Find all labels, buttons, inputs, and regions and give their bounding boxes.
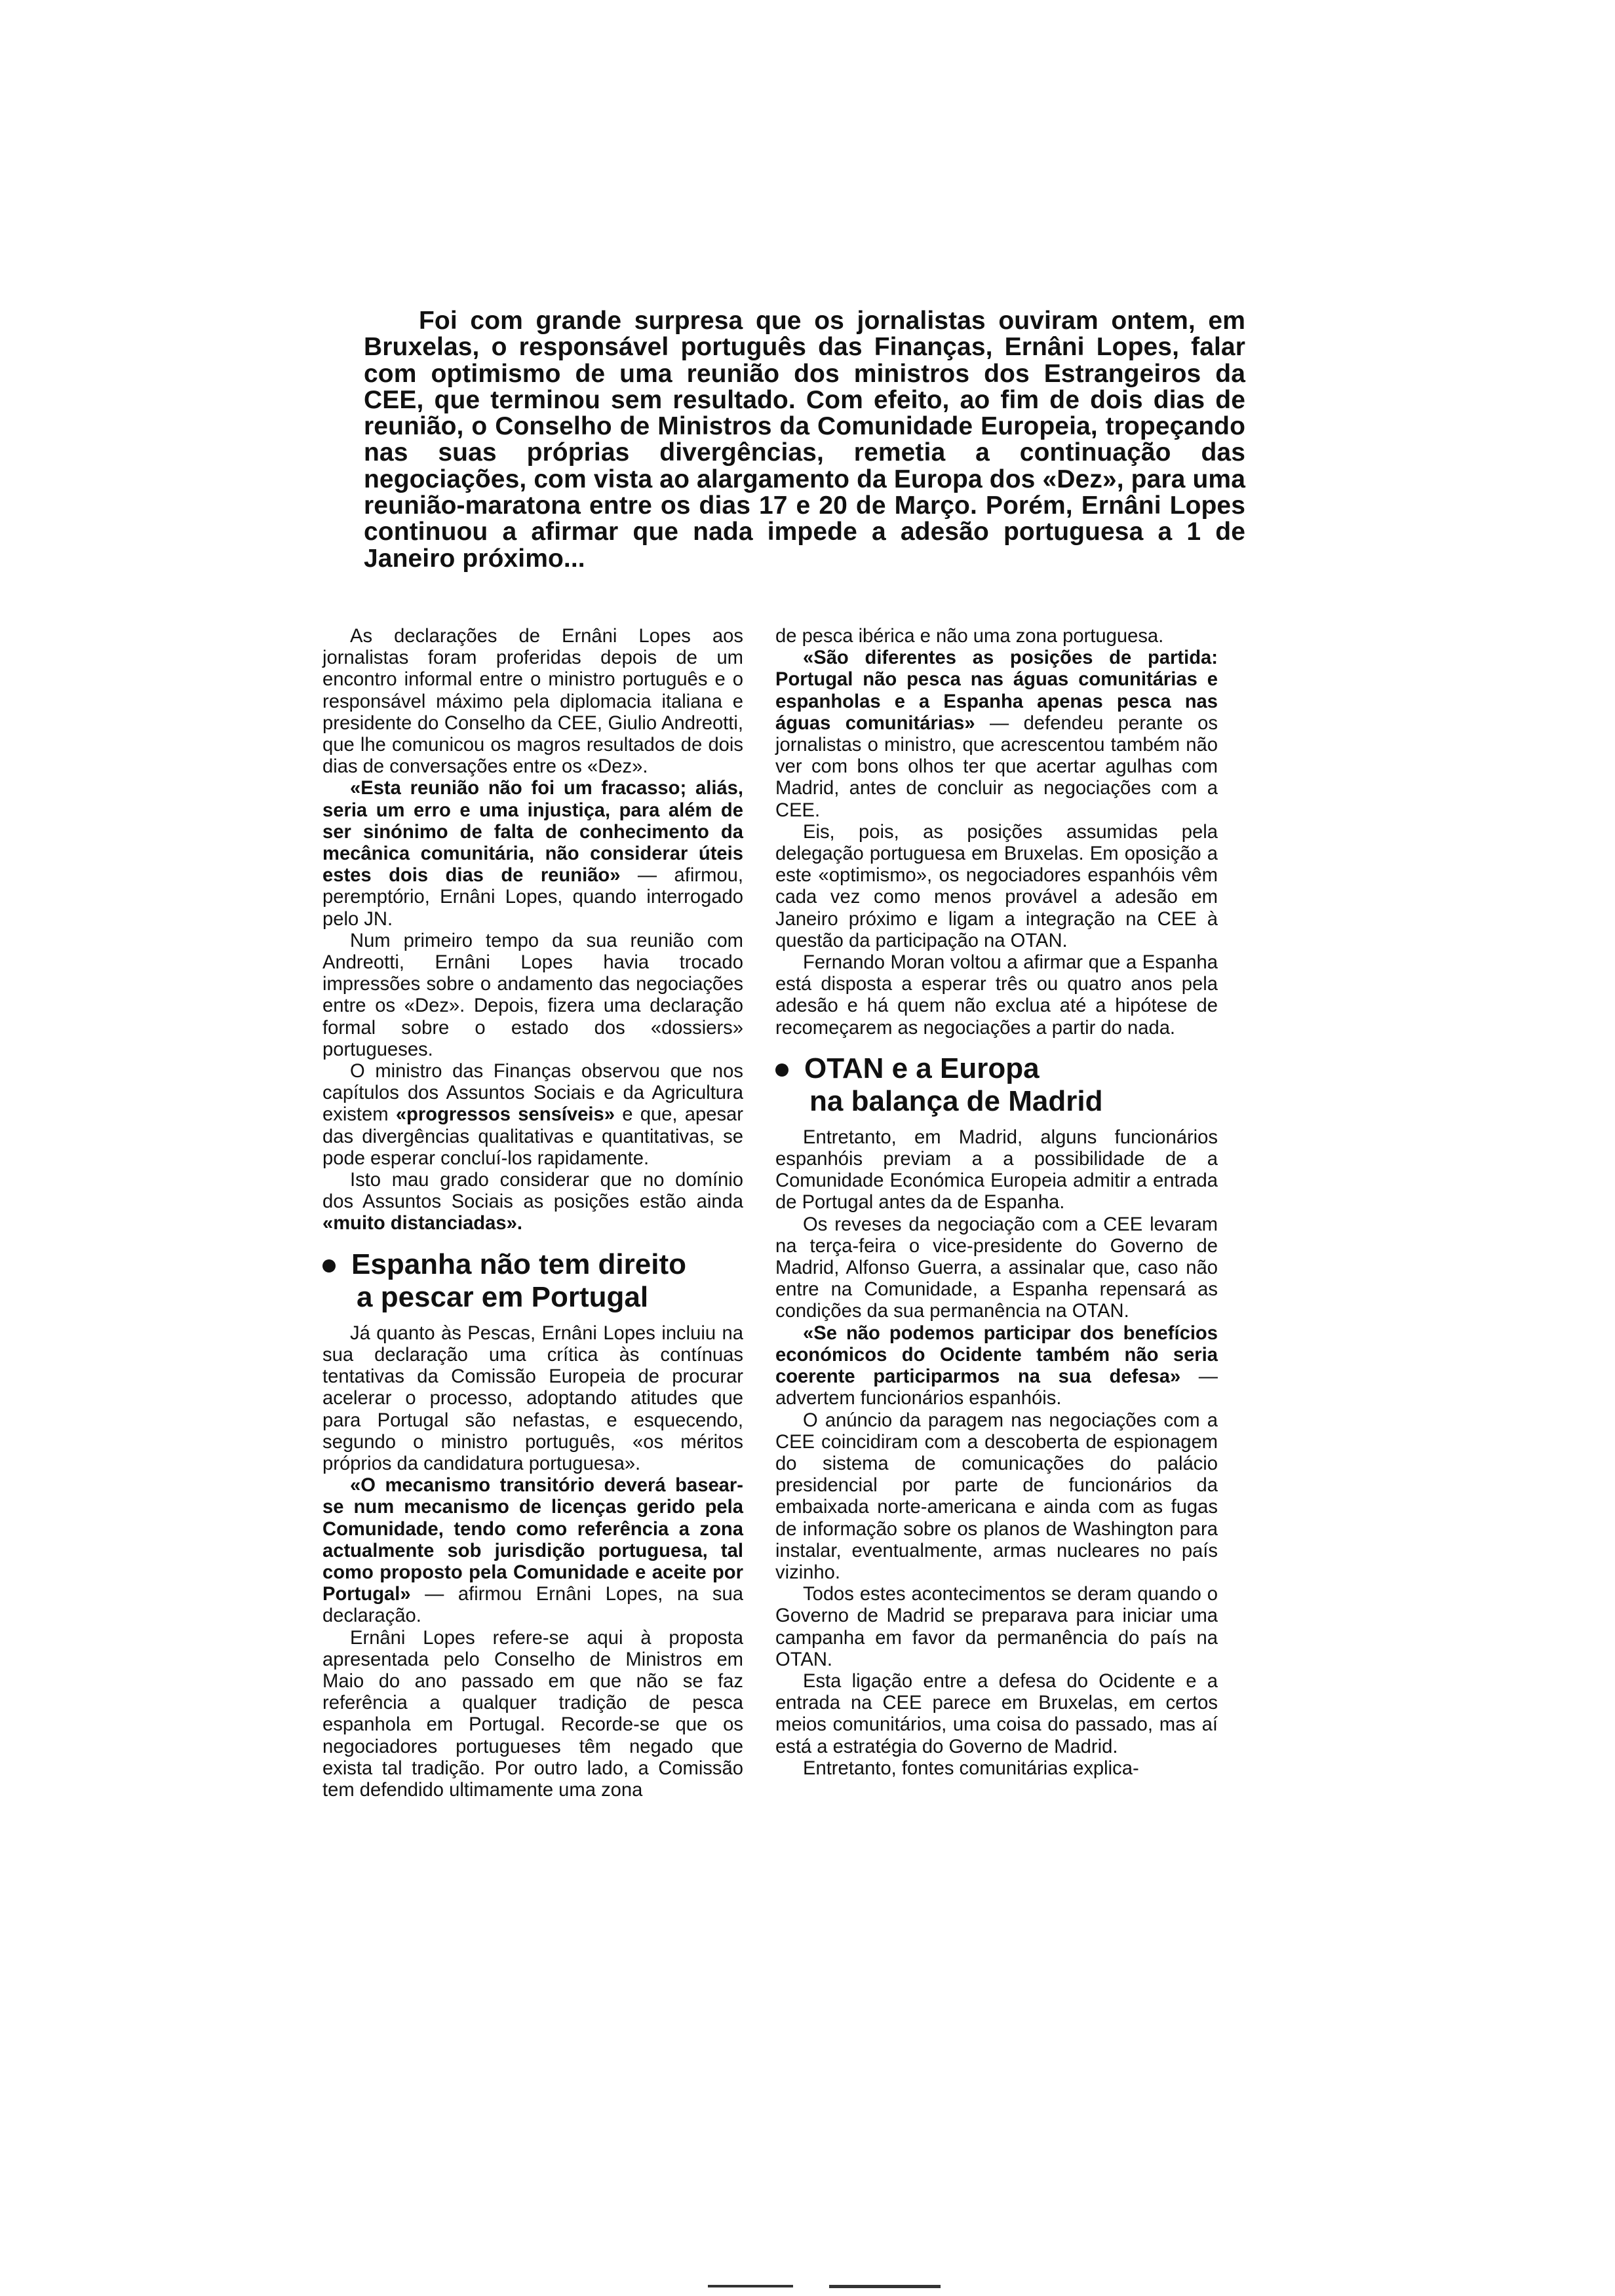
paragraph: As declarações de Ernâni Lopes aos jornalistas foram proferidas depois de um encontro informal entre o ministro português e o responsável máximo pela diplomacia italiana e presidente do Conselho da CEE, Giulio Andreotti, que lhe comunicou os magros resultados de dois dias de conversações entre os «Dez».: [322, 626, 743, 778]
paragraph: O anúncio da paragem nas negociações com a CEE coincidiram com a descoberta de espionagem do sistema de comunicações do palácio presidencial por parte de funcionários da embaixada norte-americana e ainda com as fugas de informação sobre os planos de Washington para instalar, eventualmente, armas nucleares no país vizinho.: [775, 1409, 1218, 1583]
quote: «São diferentes as posições de partida: Portugal não pesca nas águas comunitárias e espanholas e a Espanha apenas pesca nas águas comunitárias»: [775, 647, 1218, 734]
paragraph-text: — afirmou Ernâni Lopes, na sua declaração.: [322, 1584, 743, 1627]
paragraph: [322, 1061, 743, 1170]
paragraph: Os reveses da negociação com a CEE levaram na terça-feira o vice-presidente do Governo de Madrid, Alfonso Guerra, a assinalar que, caso não entre na Comunidade, a Espanha repensará as condições da sua permanência na OTAN.: [775, 1214, 1218, 1322]
paragraph-text: — advertem funcionários espanhóis.: [775, 1366, 1218, 1409]
lead-paragraph: [364, 308, 1245, 572]
paragraph-text: O ministro das Finanças observou que nos capítulos dos Assuntos Sociais e da Agricultura existem: [322, 1061, 743, 1126]
paragraph-text: — afirmou, peremptório, Ernâni Lopes, quando interrogado pelo JN.: [322, 865, 743, 930]
paragraph: de pesca ibérica e não uma zona portuguesa.: [775, 626, 1164, 647]
paragraph: [322, 778, 743, 930]
paragraph-text: — defendeu perante os jornalistas o ministro, que acrescentou também não ver com bons olhos ter que acertar agulhas com Madrid, antes de concluir as negociações com a CEE.: [775, 712, 1218, 821]
quote: «muito distanciadas».: [322, 1213, 522, 1234]
subheading-spain-fishing: [322, 1248, 743, 1314]
subheading-line: na balança de Madrid: [809, 1084, 1103, 1117]
scan-artifact: [829, 2285, 941, 2288]
paragraph: [322, 1170, 743, 1235]
bullet-icon: [775, 1063, 788, 1077]
paragraph: Eis, pois, as posições assumidas pela delegação portuguesa em Bruxelas. Em oposição a este «optimismo», os negociadores espanhóis vêm cada vez como menos provável a adesão em Janeiro próximo e ligam a integração na CEE à questão da participação na OTAN.: [775, 821, 1218, 951]
paragraph-text: e que, apesar das divergências qualitativas e quantitativas, se pode esperar concluí-los rapidamente.: [322, 1104, 744, 1169]
scan-artifact: [708, 2285, 793, 2287]
paragraph-text: Isto mau grado considerar que no domínio dos Assuntos Sociais as posições estão ainda: [322, 1170, 743, 1213]
lead-text: Foi com grande surpresa que os jornalistas ouviram ontem, em Bruxelas, o responsável português das Finanças, Ernâni Lopes, falar com optimismo de uma reunião dos ministros dos Estrangeiros da CEE, que terminou sem resultado. Com efeito, ao fim de dois dias de reunião, o Conselho de Ministros da Comunidade Europeia, tropeçando nas suas próprias divergências, remetia a continuação das negociações, com vista ao alargamento da Europa dos «Dez», para uma reunião-maratona entre os dias 17 e 20 de Março. Porém, Ernâni Lopes continuou a afirmar que nada impede a adesão portuguesa a 1 de Janeiro próximo...: [364, 307, 1245, 573]
subheading-line: a pescar em Portugal: [357, 1280, 649, 1313]
right-column: [775, 626, 1218, 1780]
subheading-line: Espanha não tem direito: [351, 1248, 686, 1280]
paragraph: Já quanto às Pescas, Ernâni Lopes incluiu na sua declaração uma crítica às contínuas tentativas da Comissão Europeia de procurar acelerar o processo, adoptando atitudes que para Portugal são nefastas, e esquecendo, segundo o ministro português, «os méritos próprios da candidatura portuguesa».: [322, 1322, 743, 1474]
subheading-otan-europe: [775, 1052, 1218, 1118]
quote: «progressos sensíveis»: [395, 1104, 615, 1126]
quote: «Esta reunião não foi um fracasso; aliás, seria um erro e uma injustiça, para além de ser sinónimo de falta de conhecimento da mecânica comunitária, não considerar úteis estes dois dias de reunião»: [322, 778, 743, 887]
bullet-icon: [322, 1259, 336, 1272]
left-column: [322, 626, 743, 1801]
paragraph: Fernando Moran voltou a afirmar que a Espanha está disposta a esperar três ou quatro anos pela adesão e há quem não exclua até a hipótese de recomeçarem as negociações a partir do nada.: [775, 952, 1218, 1039]
paragraph: [775, 1323, 1218, 1410]
paragraph: Esta ligação entre a defesa do Ocidente e a entrada na CEE parece em Bruxelas, em certos meios comunitários, uma coisa do passado, mas aí está a estratégia do Governo de Madrid.: [775, 1670, 1218, 1757]
paragraph: Ernâni Lopes refere-se aqui à proposta apresentada pelo Conselho de Ministros em Maio do ano passado em que não se faz referência a qualquer tradição de pesca espanhola em Portugal. Recorde-se que os negociadores portugueses têm negado que exista tal tradição. Por outro lado, a Comissão tem defendido ultimamente uma zona: [322, 1627, 743, 1801]
paragraph: Entretanto, fontes comunitárias explica-: [803, 1757, 1139, 1779]
subheading-line: OTAN e a Europa: [804, 1052, 1040, 1084]
paragraph: [322, 1475, 743, 1627]
paragraph: Entretanto, em Madrid, alguns funcionários espanhóis previam a a possibilidade de a Comunidade Económica Europeia admitir a entrada de Portugal antes da de Espanha.: [775, 1126, 1218, 1214]
paragraph: [775, 647, 1218, 822]
paragraph: Num primeiro tempo da sua reunião com Andreotti, Ernâni Lopes havia trocado impressões sobre o andamento das negociações entre os «Dez». Depois, fizera uma declaração formal sobre o estado dos «dossiers» portugueses.: [322, 930, 743, 1060]
quote: «Se não podemos participar dos benefícios económicos do Ocidente também não seria coerente participarmos na sua defesa»: [775, 1322, 1218, 1388]
quote: «O mecanismo transitório deverá basear-se num mecanismo de licenças gerido pela Comunidade, tendo como referência a zona actualmente sob jurisdição portuguesa, tal como proposto pela Comunidade e aceite por Portugal»: [322, 1475, 743, 1605]
paragraph: Todos estes acontecimentos se deram quando o Governo de Madrid se preparava para iniciar uma campanha em favor da permanência do país na OTAN.: [775, 1584, 1218, 1670]
